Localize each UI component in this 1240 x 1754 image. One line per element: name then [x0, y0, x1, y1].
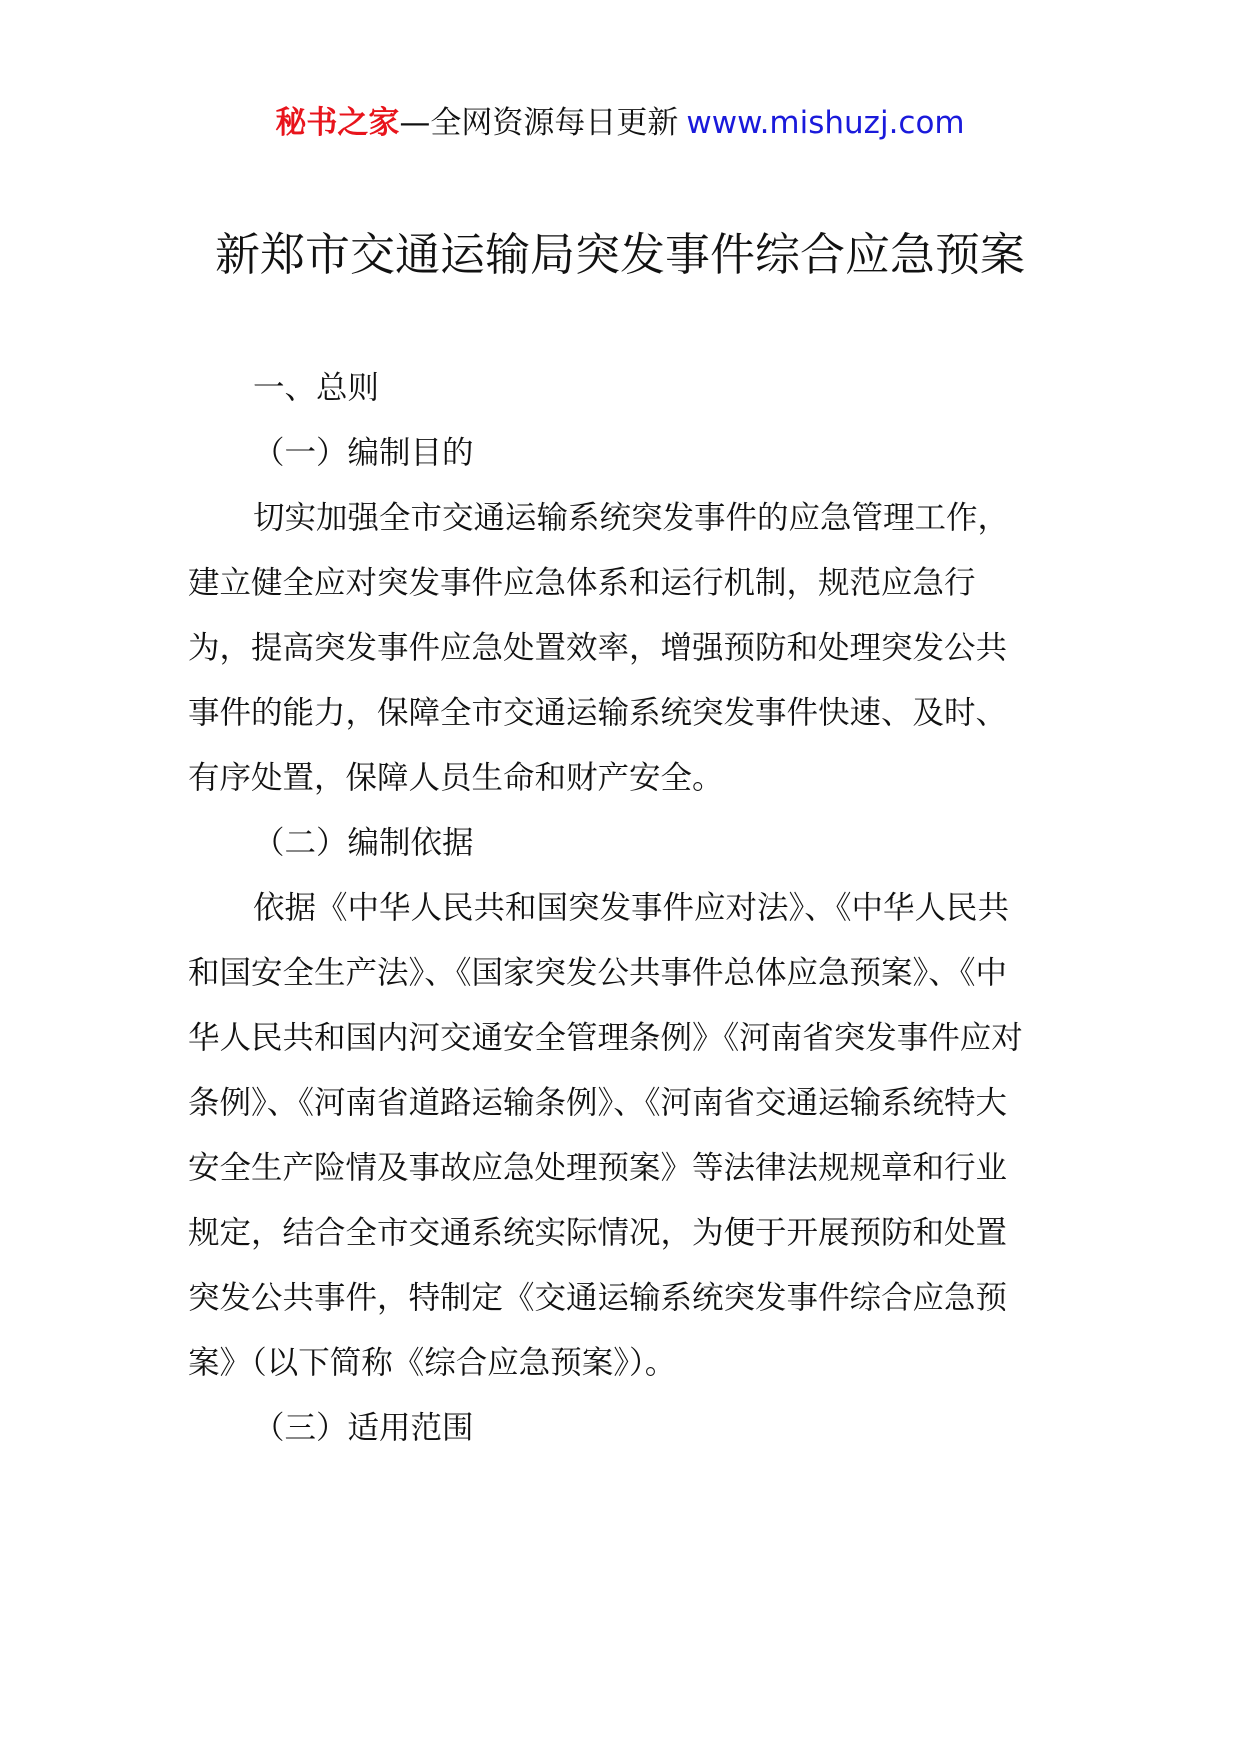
paragraph-purpose: 切实加强全市交通运输系统突发事件的应急管理工作，建立健全应对突发事件应急体系和运行机制，规范应急行为，提高突发事件应急处置效率，增强预防和处理突发公共事件的能力，保障全市交通运输系统突发事件快速、及时、有序处置，保障人员生命和财产安全。 — [188, 500, 1010, 796]
document-body — [188, 356, 1036, 1461]
header-tagline: —全网资源每日更新 — [399, 105, 679, 141]
site-url-link[interactable]: www.mishuzj.com — [686, 105, 965, 141]
subsection-heading-purpose: （一）编制目的 — [253, 435, 474, 471]
document-title: 新郑市交通运输局突发事件综合应急预案 — [214, 228, 1025, 281]
page-header — [0, 100, 1240, 146]
brand-name: 秘书之家 — [275, 105, 400, 141]
subsection-heading-scope: （三）适用范围 — [253, 1410, 474, 1446]
section-heading-general: 一、总则 — [253, 370, 380, 406]
subsection-heading-basis: （二）编制依据 — [253, 825, 474, 861]
paragraph-basis: 依据《中华人民共和国突发事件应对法》、《中华人民共和国安全生产法》、《国家突发公共事件总体应急预案》、《中华人民共和国内河交通安全管理条例》《河南省突发事件应对条例》、《河南省道路运输条例》、《河南省交通运输系统特大安全生产险情及事故应急处理预案》等法律法规规章和行业规定，结合全市交通系统实际情况，为便于开展预防和处置突发公共事件，特制定《交通运输系统突发事件综合应急预案》（以下简称《综合应急预案》）。 — [188, 890, 1023, 1381]
